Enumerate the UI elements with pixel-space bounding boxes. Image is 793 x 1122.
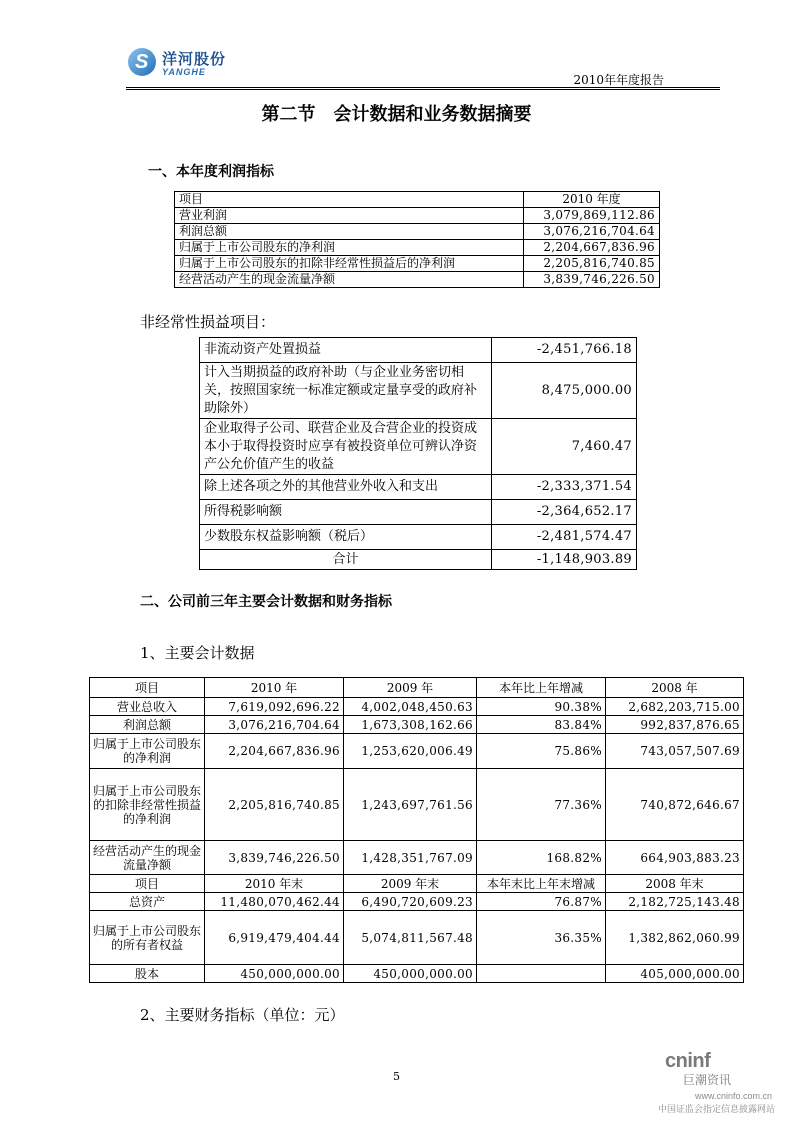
- cell: [477, 965, 606, 983]
- header-cell: 2008 年末: [606, 875, 744, 893]
- cell: 3,076,216,704.64: [205, 716, 344, 734]
- cell: 1,382,862,060.99: [606, 911, 744, 965]
- cell: 90.38%: [477, 698, 606, 716]
- cell: 4,002,048,450.63: [344, 698, 477, 716]
- table-row: [200, 500, 637, 525]
- row-label: 非流动资产处置损益: [200, 338, 492, 363]
- table-row: [175, 256, 660, 272]
- row-value: -2,364,652.17: [492, 500, 637, 525]
- cell: 2,205,816,740.85: [205, 769, 344, 841]
- company-logo: [128, 46, 238, 86]
- cell: 2,204,667,836.96: [205, 734, 344, 769]
- table-row: [90, 698, 744, 716]
- logo-emblem-icon: S: [128, 48, 156, 76]
- table-row: [90, 965, 744, 983]
- cninfo-url: www.cninfo.com.cn: [695, 1091, 773, 1101]
- cell: 3,839,746,226.50: [205, 841, 344, 875]
- cell: 2,682,203,715.00: [606, 698, 744, 716]
- header-cell: 项目: [90, 875, 205, 893]
- header-cell: 本年比上年增减: [477, 678, 606, 698]
- cell: 450,000,000.00: [205, 965, 344, 983]
- profit-indicator-table: [174, 191, 660, 288]
- row-label: 营业总收入: [90, 698, 205, 716]
- table-header-row: [90, 678, 744, 698]
- row-label: 营业利润: [175, 208, 524, 224]
- row-label: 归属于上市公司股东的所有者权益: [90, 911, 205, 965]
- row-label: 所得税影响额: [200, 500, 492, 525]
- row-label: 利润总额: [90, 716, 205, 734]
- row-value: 3,079,869,112.86: [524, 208, 660, 224]
- table-row: [200, 525, 637, 550]
- cell: 2,182,725,143.48: [606, 893, 744, 911]
- header-cell: 2008 年: [606, 678, 744, 698]
- row-value: 8,475,000.00: [492, 363, 637, 419]
- section2-sub2: 2、主要财务指标（单位：元）: [140, 1006, 345, 1024]
- table-row: [175, 208, 660, 224]
- cell: 75.86%: [477, 734, 606, 769]
- table-row: [90, 911, 744, 965]
- total-value: -1,148,903.89: [492, 550, 637, 570]
- table-row: [200, 363, 637, 419]
- total-label: 合计: [200, 550, 492, 570]
- row-value: 3,839,746,226.50: [524, 272, 660, 288]
- header-cell: 2010 年末: [205, 875, 344, 893]
- header-cell: 2010 年: [205, 678, 344, 698]
- table-row: [175, 272, 660, 288]
- cell: 6,919,479,404.44: [205, 911, 344, 965]
- cell: 76.87%: [477, 893, 606, 911]
- logo-cn-text: 洋河股份: [162, 50, 227, 68]
- cell: 7,619,092,696.22: [205, 698, 344, 716]
- row-label: 经营活动产生的现金流量净额: [175, 272, 524, 288]
- row-label: 除上述各项之外的其他营业外收入和支出: [200, 475, 492, 500]
- cell: 1,253,620,006.49: [344, 734, 477, 769]
- table-row: [200, 419, 637, 475]
- page-number: 5: [393, 1070, 400, 1083]
- header-cell: 项目: [175, 192, 524, 208]
- cninfo-sub-text: 巨潮资讯: [683, 1073, 732, 1087]
- cell: 11,480,070,462.44: [205, 893, 344, 911]
- nonrecurring-table: [199, 337, 637, 570]
- table-row: [200, 475, 637, 500]
- cell: 1,243,697,761.56: [344, 769, 477, 841]
- row-label: 总资产: [90, 893, 205, 911]
- section1-heading: 一、本年度利润指标: [148, 164, 274, 180]
- table-row: [175, 224, 660, 240]
- table-row: [175, 240, 660, 256]
- cell: 6,490,720,609.23: [344, 893, 477, 911]
- row-label: 归属于上市公司股东的扣除非经常性损益后的净利润: [175, 256, 524, 272]
- row-value: -2,451,766.18: [492, 338, 637, 363]
- report-label: 2010年年度报告: [573, 73, 664, 87]
- row-label: 少数股东权益影响额（税后）: [200, 525, 492, 550]
- row-value: 2,205,816,740.85: [524, 256, 660, 272]
- cell: 1,673,308,162.66: [344, 716, 477, 734]
- cell: 992,837,876.65: [606, 716, 744, 734]
- accounting-data-table: [89, 677, 744, 983]
- row-label: 归属于上市公司股东的净利润: [90, 734, 205, 769]
- row-label: 归属于上市公司股东的扣除非经常性损益的净利润: [90, 769, 205, 841]
- table-row: [90, 769, 744, 841]
- cell: 405,000,000.00: [606, 965, 744, 983]
- row-label: 经营活动产生的现金流量净额: [90, 841, 205, 875]
- cell: 664,903,883.23: [606, 841, 744, 875]
- table-row: [90, 716, 744, 734]
- row-value: 3,076,216,704.64: [524, 224, 660, 240]
- cninfo-logo-text: cninf: [665, 1050, 711, 1072]
- table-row: [90, 893, 744, 911]
- header-divider: [126, 87, 720, 90]
- table-header-row: [175, 192, 660, 208]
- row-value: 7,460.47: [492, 419, 637, 475]
- cell: 743,057,507.69: [606, 734, 744, 769]
- cell: 1,428,351,767.09: [344, 841, 477, 875]
- row-value: -2,333,371.54: [492, 475, 637, 500]
- page-title: 第二节 会计数据和业务数据摘要: [261, 104, 532, 125]
- cninfo-watermark: [665, 1050, 775, 1088]
- section2-heading: 二、公司前三年主要会计数据和财务指标: [140, 594, 392, 610]
- cell: 740,872,646.67: [606, 769, 744, 841]
- cell: 5,074,811,567.48: [344, 911, 477, 965]
- header-cell: 2009 年末: [344, 875, 477, 893]
- header-cell: 本年末比上年末增减: [477, 875, 606, 893]
- nonrecurring-heading: 非经常性损益项目：: [140, 313, 276, 331]
- row-value: -2,481,574.47: [492, 525, 637, 550]
- total-row: [200, 550, 637, 570]
- row-label: 企业取得子公司、联营企业及合营企业的投资成本小于取得投资时应享有被投资单位可辨认净资产公允价值产生的收益: [200, 419, 492, 475]
- cell: 168.82%: [477, 841, 606, 875]
- row-value: 2,204,667,836.96: [524, 240, 660, 256]
- row-label: 利润总额: [175, 224, 524, 240]
- row-label: 归属于上市公司股东的净利润: [175, 240, 524, 256]
- table-row: [200, 338, 637, 363]
- header-cell: 项目: [90, 678, 205, 698]
- cell: 77.36%: [477, 769, 606, 841]
- row-label: 股本: [90, 965, 205, 983]
- cell: 36.35%: [477, 911, 606, 965]
- cell: 450,000,000.00: [344, 965, 477, 983]
- header-cell: 2009 年: [344, 678, 477, 698]
- cninfo-tagline: 中国证监会指定信息披露网站: [658, 1105, 776, 1115]
- logo-en-text: YANGHE: [162, 67, 206, 77]
- cell: 83.84%: [477, 716, 606, 734]
- row-label: 计入当期损益的政府补助（与企业业务密切相关，按照国家统一标准定额或定量享受的政府补助除外）: [200, 363, 492, 419]
- header-cell: 2010 年度: [524, 192, 660, 208]
- table-header-row: [90, 875, 744, 893]
- table-row: [90, 734, 744, 769]
- table-row: [90, 841, 744, 875]
- section2-sub1: 1、主要会计数据: [140, 644, 255, 662]
